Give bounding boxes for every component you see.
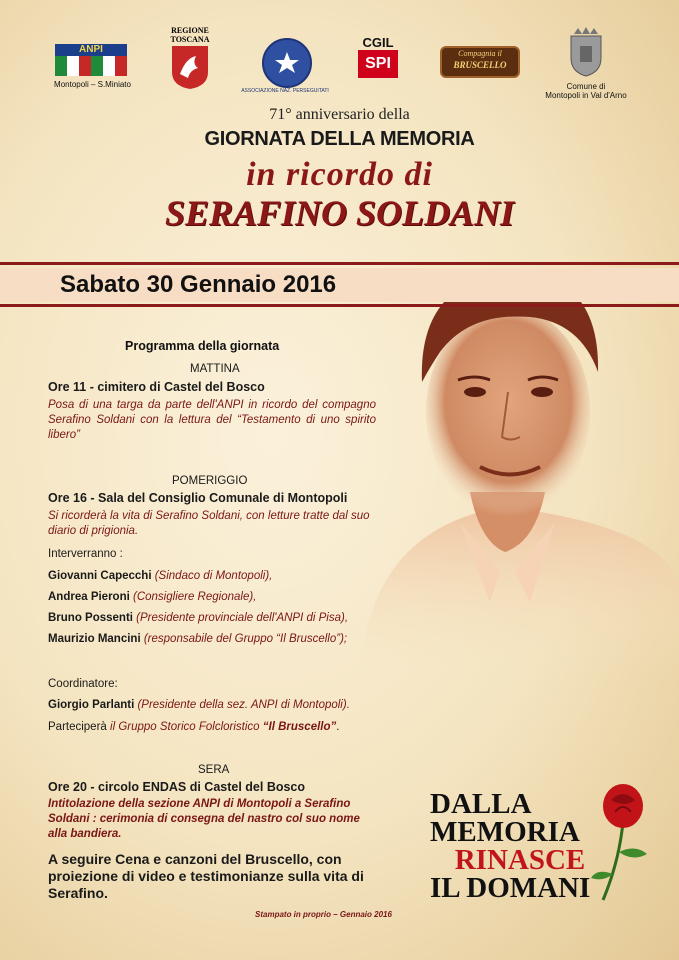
footer-note: Stampato in proprio – Gennaio 2016 — [255, 910, 392, 919]
anpi-logo — [55, 44, 127, 76]
anppia-logo — [262, 38, 312, 88]
afternoon-time-place: Ore 16 - Sala del Consiglio Comunale di Montopoli — [48, 491, 348, 505]
speaker-row — [48, 569, 428, 590]
speaker-name: Maurizio Mancini — [48, 633, 141, 645]
speaker-name: Bruno Possenti — [48, 612, 133, 624]
participation-line — [48, 720, 339, 735]
comune-caption-2: Montopoli in Val d'Arno — [545, 91, 627, 100]
toscana-label: TOSCANA — [170, 35, 210, 44]
speaker-row — [48, 611, 428, 632]
bruscello-logo — [440, 46, 520, 78]
afternoon-heading: POMERIGGIO — [172, 475, 248, 487]
cgil-text: CGIL — [362, 35, 394, 50]
pegasus-shield-icon — [168, 44, 212, 90]
anppia-label: ASSOCIAZIONE NAZ. PERSEGUITATI — [241, 88, 329, 94]
coordinator-name: Giorgio Parlanti — [48, 699, 135, 711]
red-rose-icon — [585, 782, 660, 902]
anpi-logo-text: ANPI — [55, 44, 127, 56]
date-banner — [0, 262, 679, 308]
in-memory-line: in ricordo di — [246, 156, 433, 193]
speaker-role: (Sindaco di Montopoli), — [151, 570, 273, 582]
honoree-name: SERAFINO SOLDANI — [164, 193, 515, 233]
coordinator-label: Coordinatore: — [48, 678, 118, 690]
anpi-caption: Montopoli – S.Miniato — [54, 80, 131, 89]
comune-crest — [566, 26, 606, 78]
speaker-role: (Consigliere Regionale), — [129, 591, 257, 603]
speaker-name: Andrea Pieroni — [48, 591, 130, 603]
slogan-line-4: IL DOMANI — [430, 872, 591, 904]
slogan-line-3: RINASCE — [454, 844, 586, 876]
speakers-label: Interverranno : — [48, 548, 123, 560]
evening-time-place: Ore 20 - circolo ENDAS di Castel del Bosco — [48, 780, 306, 794]
participation-name: “Il Bruscello” — [262, 721, 337, 733]
coordinator-role: (Presidente della sez. ANPI di Montopoli). — [134, 699, 350, 711]
participation-prefix: Parteciperà — [48, 721, 111, 733]
coordinator-line — [48, 698, 350, 713]
anniversary-line: 71° anniversario della — [269, 106, 410, 123]
slogan-line-1: DALLA — [430, 788, 532, 820]
evening-followup: A seguire Cena e canzoni del Bruscello, con proiezione di video e testimonianze sulla vita di Serafino. — [48, 851, 364, 901]
event-title: GIORNATA DELLA MEMORIA — [204, 128, 475, 150]
star-icon — [264, 40, 310, 86]
event-date: Sabato 30 Gennaio 2016 — [60, 271, 337, 298]
logos-row — [0, 0, 679, 110]
comune-caption — [530, 82, 642, 100]
afternoon-description: Si ricorderà la vita di Serafino Soldani, con letture tratte dal suo diario di prigionia. — [48, 510, 370, 537]
bruscello-line2: BRUSCELLO — [453, 60, 507, 70]
spi-text: SPI — [358, 50, 398, 78]
speaker-name: Giovanni Capecchi — [48, 570, 152, 582]
regione-label: REGIONE — [171, 26, 209, 35]
bruscello-line1: Compagnia il — [458, 49, 502, 58]
speaker-row — [48, 632, 428, 653]
speaker-role: (Presidente provinciale dell'ANPI di Pisa), — [132, 612, 349, 624]
participation-group: il Gruppo Storico Folcloristico — [110, 721, 263, 733]
morning-description: Posa di una targa da parte dell'ANPI in ricordo del compagno Serafino Soldani con la lettura del “Testamento di uno spirito libero” — [48, 399, 376, 441]
speaker-role: (responsabile del Gruppo “Il Bruscello”); — [140, 633, 348, 645]
evening-description: Intitolazione della sezione ANPI di Montopoli a Serafino Soldani : cerimonia di consegna del nastro col suo nome alla bandiera. — [48, 798, 360, 840]
slogan-line-2: MEMORIA — [430, 816, 580, 848]
regione-toscana-logo — [168, 26, 212, 92]
speaker-row — [48, 590, 428, 611]
cgil-spi-logo — [358, 36, 398, 86]
program-title: Programma della giornata — [125, 339, 280, 353]
comune-caption-1: Comune di — [566, 82, 606, 91]
speaker-list — [48, 569, 428, 653]
crest-icon — [566, 26, 606, 78]
morning-time-place: Ore 11 - cimitero di Castel del Bosco — [48, 380, 265, 394]
morning-heading: MATTINA — [190, 363, 240, 375]
evening-heading: SERA — [198, 764, 230, 776]
participation-end: . — [336, 721, 340, 733]
